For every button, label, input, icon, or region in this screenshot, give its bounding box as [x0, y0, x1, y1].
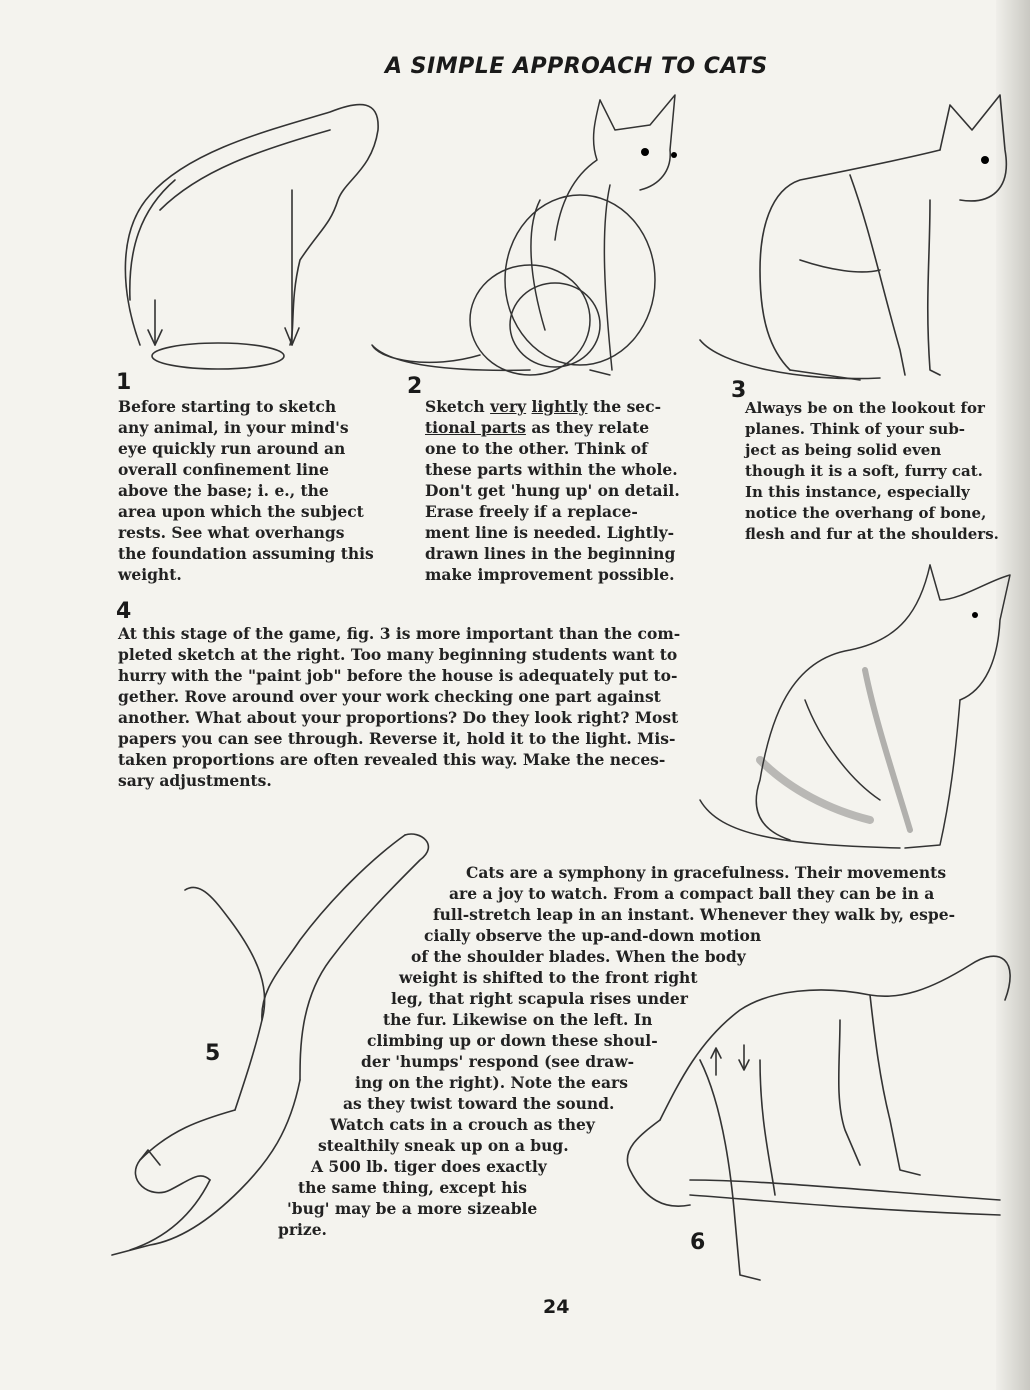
fig1-line: weight.: [118, 565, 182, 584]
fig4-line: pleted sketch at the right. Too many beginning students want to: [118, 645, 678, 664]
fig2-sectional-cat-sketch: [372, 95, 677, 375]
fig4-line: At this stage of the game, fig. 3 is more important than the com-: [118, 624, 681, 643]
fig4-line: taken proportions are often revealed this way. Make the neces-: [118, 750, 666, 769]
fig2-first-line: Sketch very lightly the sec-: [425, 397, 662, 416]
closing-line: Cats are a symphony in gracefulness. Their movements: [466, 863, 947, 882]
fig2-line: one to the other. Think of: [425, 439, 648, 458]
fig2-second-line: tional parts as they relate: [425, 418, 650, 437]
closing-line: climbing up or down these shoul-: [367, 1031, 658, 1050]
fig1-line: any animal, in your mind's: [118, 418, 349, 437]
fig2-line: these parts within the whole.: [425, 460, 678, 479]
fig4-line: sary adjustments.: [118, 771, 272, 790]
fig3-number: 3: [731, 378, 747, 403]
fig3-caption: [745, 398, 999, 545]
fig1-number: 1: [116, 370, 132, 395]
closing-line: as they twist toward the sound.: [343, 1094, 615, 1113]
closing-line: 'bug' may be a more sizeable: [287, 1199, 538, 1218]
fig1-line: eye quickly run around an: [118, 439, 346, 458]
fig5-number: 5: [205, 1041, 221, 1066]
fig3-line: Always be on the lookout for: [745, 399, 985, 417]
fig1-line: overall confinement line: [118, 460, 330, 479]
closing-line: the fur. Likewise on the left. In: [383, 1010, 653, 1029]
fig2-line: make improvement possible.: [425, 565, 675, 584]
fig2-line: drawn lines in the beginning: [425, 544, 676, 563]
emphasis-very: very: [490, 397, 527, 416]
fig4-line: papers you can see through. Reverse it, hold it to the light. Mis-: [118, 729, 676, 748]
closing-line: stealthily sneak up on a bug.: [318, 1136, 569, 1155]
closing-line: Watch cats in a crouch as they: [330, 1115, 595, 1134]
closing-line: of the shoulder blades. When the body: [411, 947, 746, 966]
closing-line: weight is shifted to the front right: [399, 968, 698, 987]
closing-line: are a joy to watch. From a compact ball they can be in a: [449, 884, 935, 903]
fig4-line: another. What about your proportions? Do they look right? Most: [118, 708, 679, 727]
page-number: 24: [543, 1296, 570, 1318]
closing-paragraph: [0, 862, 1030, 1240]
fig3-line: flesh and fur at the shoulders.: [745, 525, 999, 543]
fig1-line: area upon which the subject: [118, 502, 364, 521]
page-title: A SIMPLE APPROACH TO CATS: [385, 54, 768, 79]
emphasis-lightly: lightly: [531, 397, 588, 416]
fig4-number: 4: [116, 599, 132, 624]
fig1-caption: [118, 396, 374, 585]
closing-line: full-stretch leap in an instant. Whenever they walk by, espe-: [433, 905, 955, 924]
fig1-confinement-sketch: [125, 105, 378, 369]
fig3-line: planes. Think of your sub-: [745, 420, 966, 438]
fig4-line: gether. Rove around over your work checking one part against: [118, 687, 661, 706]
fig3-line: notice the overhang of bone,: [745, 504, 987, 522]
closing-line: ing on the right). Note the ears: [355, 1073, 628, 1092]
fig4-line: hurry with the "paint job" before the house is adequately put to-: [118, 666, 678, 685]
fig2-number: 2: [407, 374, 423, 399]
fig3-line: though it is a soft, furry cat.: [745, 462, 983, 480]
emphasis-tional-parts: tional parts: [425, 418, 526, 437]
finished-cat-drawing: [700, 565, 1010, 848]
closing-line: der 'humps' respond (see draw-: [361, 1052, 635, 1071]
fig4-paragraph: [118, 623, 680, 791]
fig3-line: ject as being solid even: [745, 441, 942, 459]
fig6-number: 6: [690, 1230, 706, 1255]
fig2-line: Erase freely if a replace-: [425, 502, 638, 521]
fig1-line: rests. See what overhangs: [118, 523, 345, 542]
closing-line: prize.: [278, 1220, 327, 1239]
closing-line: cially observe the up-and-down motion: [424, 926, 762, 945]
fig1-line: Before starting to sketch: [118, 397, 337, 416]
closing-line: A 500 lb. tiger does exactly: [311, 1157, 547, 1176]
fig2-caption: [425, 396, 680, 585]
fig3-line: In this instance, especially: [745, 483, 970, 501]
fig2-line: Don't get 'hung up' on detail.: [425, 481, 680, 500]
fig1-line: above the base; i. e., the: [118, 481, 329, 500]
fig2-line: ment line is needed. Lightly-: [425, 523, 675, 542]
fig1-line: the foundation assuming this: [118, 544, 374, 563]
fig3-planes-cat-sketch: [700, 95, 1006, 380]
closing-line: the same thing, except his: [298, 1178, 528, 1197]
closing-line: leg, that right scapula rises under: [391, 989, 688, 1008]
